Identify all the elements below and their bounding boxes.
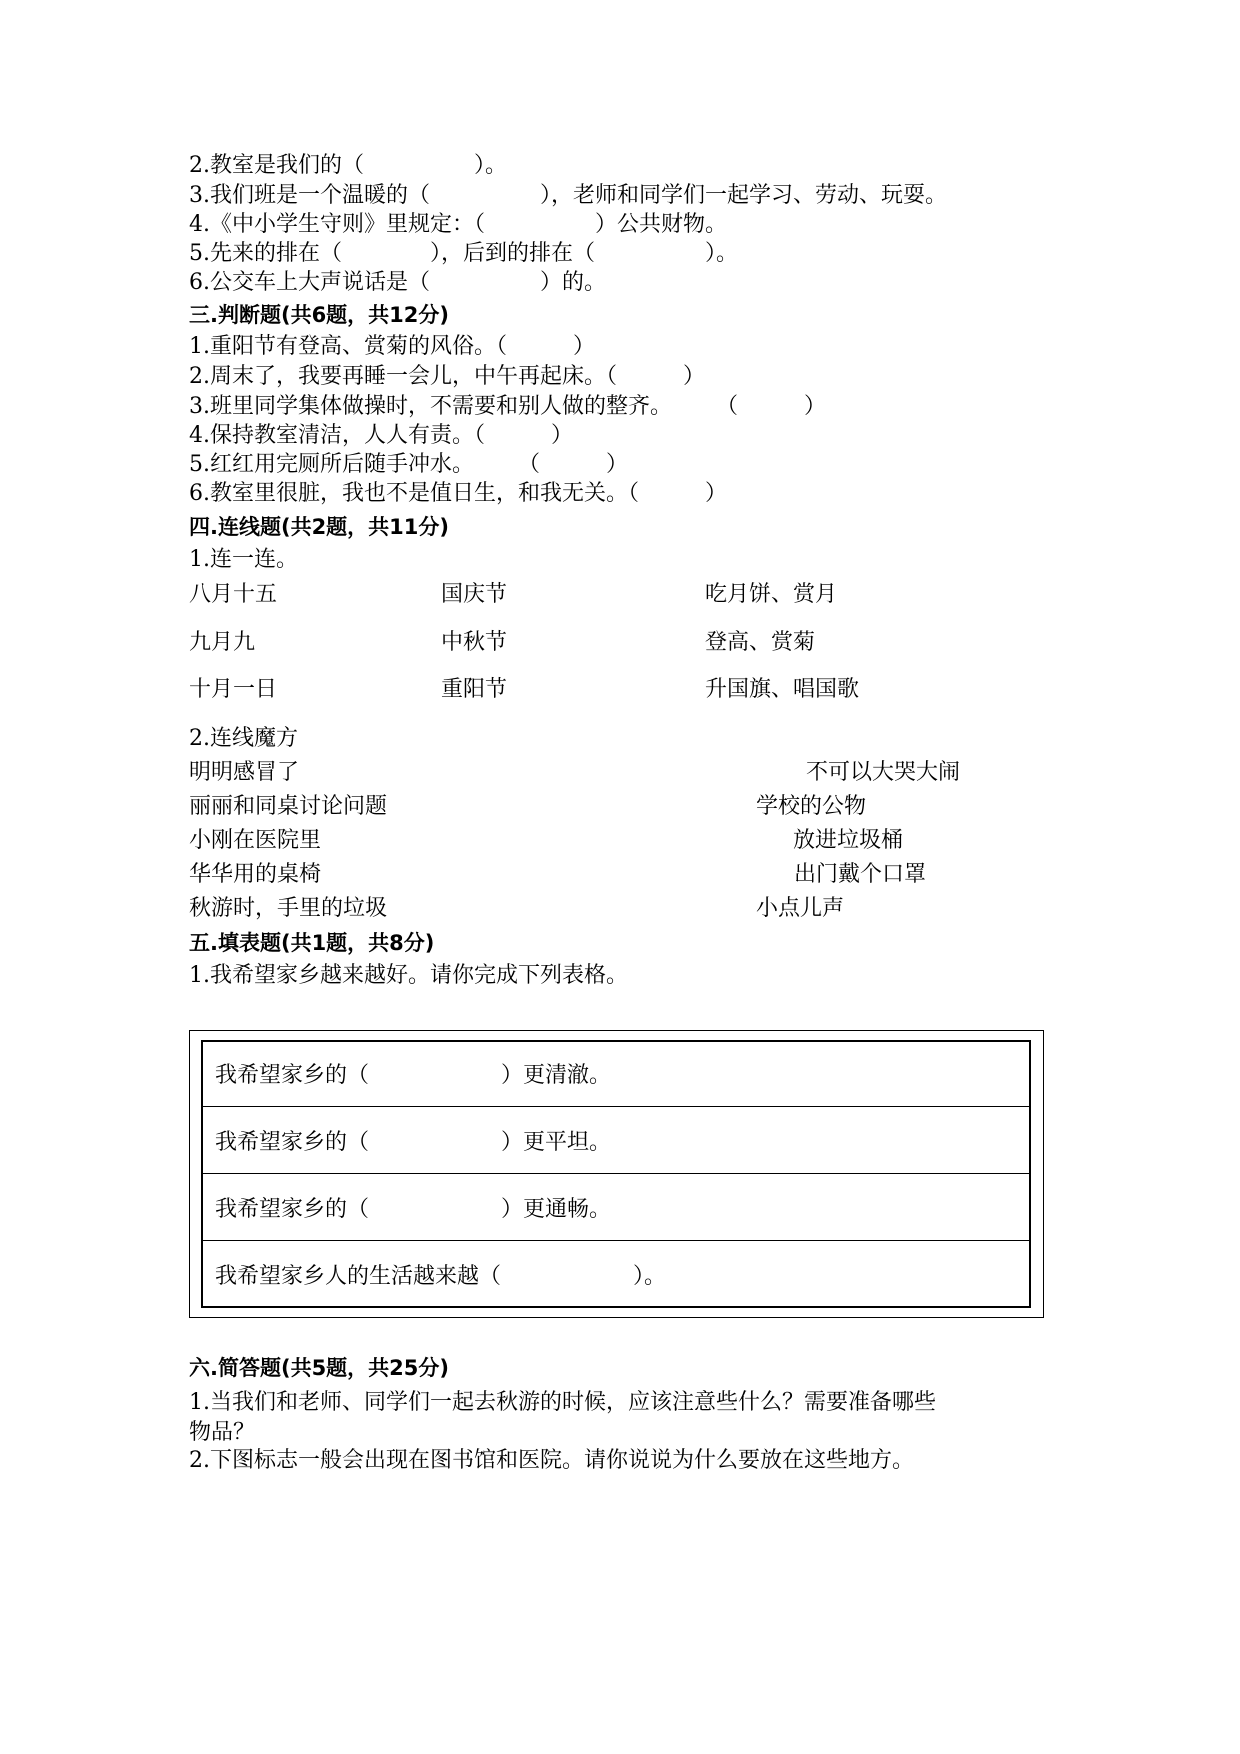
- section-title-judgement: 三.判断题(共6题，共12分): [189, 303, 450, 327]
- match2-right-item: 小点儿声: [756, 896, 845, 921]
- fill-in-item: 4.《中小学生守则》里规定：（ ）公共财物。: [189, 212, 727, 237]
- fill-in-item: 3.我们班是一个温暖的（ ），老师和同学们一起学习、劳动、玩耍。: [189, 183, 947, 208]
- match2-right-item: 学校的公物: [756, 794, 867, 819]
- fill-in-item: 2.教室是我们的（ ）。: [189, 153, 507, 178]
- table-cell: 我希望家乡的（ ）更清澈。: [215, 1063, 612, 1088]
- judgement-item: 3.班里同学集体做操时，不需要和别人做的整齐。 （ ）: [189, 394, 826, 419]
- match2-left-item: 小刚在医院里: [189, 828, 322, 853]
- match-col3-item: 吃月饼、赏月: [705, 582, 838, 607]
- table-row: [201, 1241, 1031, 1308]
- match2-left-item: 明明感冒了: [189, 760, 300, 785]
- table-cell: 我希望家乡的（ ）更通畅。: [215, 1197, 612, 1222]
- match-col3-item: 升国旗、唱国歌: [705, 677, 860, 702]
- match-col1-item: 九月九: [189, 630, 256, 655]
- match-col3-item: 登高、赏菊: [705, 630, 816, 655]
- match2-right-item: 放进垃圾桶: [793, 828, 904, 853]
- matching-q1-label: 1.连一连。: [189, 547, 298, 572]
- short-answer-item-cont: 物品？: [189, 1420, 256, 1445]
- short-answer-item: 2.下图标志一般会出现在图书馆和医院。请你说说为什么要放在这些地方。: [189, 1448, 914, 1473]
- match-col1-item: 八月十五: [189, 582, 278, 607]
- match-col1-item: 十月一日: [189, 677, 278, 702]
- match2-left-item: 丽丽和同桌讨论问题: [189, 794, 388, 819]
- section-title-matching: 四.连线题(共2题，共11分): [189, 515, 450, 539]
- match-col2-item: 国庆节: [441, 582, 508, 607]
- match2-left-item: 秋游时，手里的垃圾: [189, 896, 388, 921]
- table-cell: 我希望家乡的（ ）更平坦。: [215, 1130, 612, 1155]
- section-title-table: 五.填表题(共1题，共8分): [189, 931, 435, 955]
- match-col2-item: 中秋节: [441, 630, 508, 655]
- matching-q2-label: 2.连线魔方: [189, 726, 298, 751]
- section-title-short-answer: 六.简答题(共5题，共25分): [189, 1356, 450, 1380]
- short-answer-item: 1.当我们和老师、同学们一起去秋游的时候，应该注意些什么？需要准备哪些: [189, 1390, 936, 1415]
- table-row: [201, 1040, 1031, 1107]
- match2-left-item: 华华用的桌椅: [189, 862, 322, 887]
- table-row: [201, 1174, 1031, 1241]
- judgement-item: 6.教室里很脏，我也不是值日生，和我无关。（ ）: [189, 481, 727, 506]
- match2-right-item: 出门戴个口罩: [794, 862, 927, 887]
- judgement-item: 2.周末了，我要再睡一会儿，中午再起床。（ ）: [189, 364, 705, 389]
- judgement-item: 5.红红用完厕所后随手冲水。 （ ）: [189, 452, 628, 477]
- judgement-item: 1.重阳节有登高、赏菊的风俗。（ ）: [189, 334, 595, 359]
- match-col2-item: 重阳节: [441, 677, 508, 702]
- table-row: [201, 1107, 1031, 1174]
- fill-in-item: 5.先来的排在（ ），后到的排在（ ）。: [189, 241, 738, 266]
- table-cell: 我希望家乡人的生活越来越（ ）。: [215, 1264, 667, 1289]
- match2-right-item: 不可以大哭大闹: [806, 760, 961, 785]
- table-question: 1.我希望家乡越来越好。请你完成下列表格。: [189, 963, 628, 988]
- fill-in-item: 6.公交车上大声说话是（ ）的。: [189, 270, 606, 295]
- judgement-item: 4.保持教室清洁，人人有责。（ ）: [189, 423, 573, 448]
